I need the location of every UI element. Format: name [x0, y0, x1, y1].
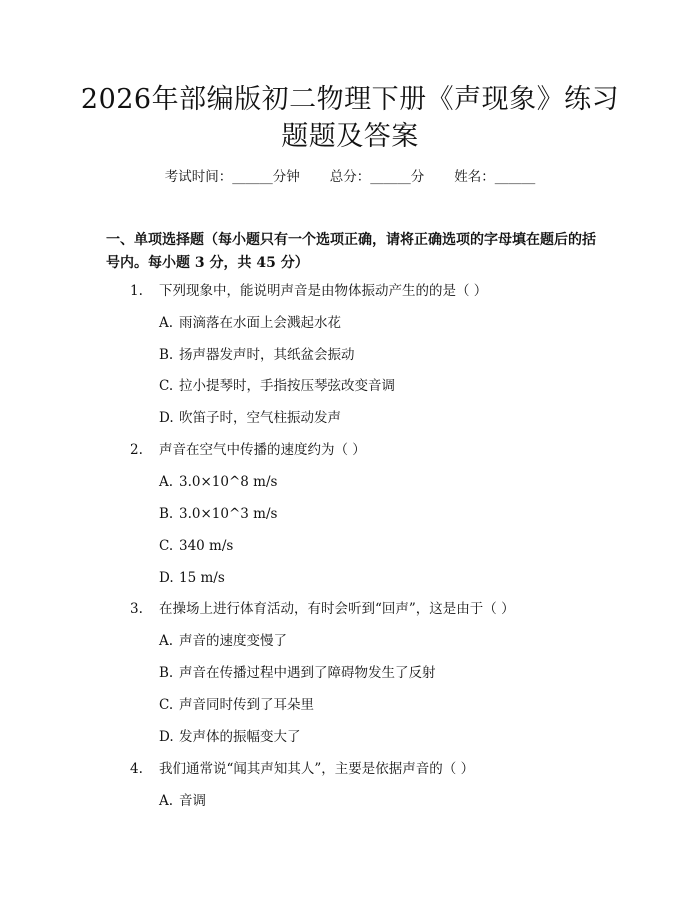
question-number: 2.: [130, 442, 143, 458]
option-text: 340 m/s: [179, 538, 234, 554]
question-2-option-a: [159, 472, 277, 492]
option-label: C.: [159, 378, 174, 394]
option-label: A.: [159, 474, 174, 490]
question-text: 声音在空气中传播的速度约为（ ）: [159, 442, 366, 458]
total-score-field: 总分：______分: [329, 169, 425, 185]
option-text: 声音同时传到了耳朵里: [179, 697, 314, 713]
question-3-option-d: [159, 727, 301, 747]
question-number: 1.: [130, 283, 143, 299]
option-label: B.: [159, 506, 174, 522]
section-1-heading-line-1: 一、单项选择题（每小题只有一个选项正确，请将正确选项的字母填在题后的括: [106, 232, 596, 248]
option-text: 雨滴落在水面上会溅起水花: [179, 315, 341, 331]
option-label: D.: [159, 570, 174, 586]
question-3-option-b: [159, 663, 436, 683]
question-1-option-c: [159, 376, 395, 396]
question-number: 4.: [130, 761, 143, 777]
question-text: 下列现象中，能说明声音是由物体振动产生的的是（ ）: [159, 283, 488, 299]
option-text: 吹笛子时，空气柱振动发声: [179, 410, 341, 426]
option-label: B.: [159, 665, 174, 681]
option-label: D.: [159, 410, 174, 426]
option-text: 发声体的振幅变大了: [179, 729, 301, 745]
student-name-field: 姓名：______: [454, 169, 536, 185]
question-3-option-a: [159, 631, 287, 651]
question-number: 3.: [130, 601, 143, 617]
option-text: 音调: [179, 793, 206, 809]
question-1-option-b: [159, 345, 355, 365]
exam-time-field: 考试时间：______分钟: [164, 169, 300, 185]
section-1-heading-line-2: 号内。每小题 3 分，共 45 分）: [106, 255, 309, 271]
question-text: 在操场上进行体育活动，有时会听到“回声”，这是由于（ ）: [159, 601, 515, 617]
option-label: A.: [159, 315, 174, 331]
option-text: 声音的速度变慢了: [179, 633, 287, 649]
option-label: B.: [159, 347, 174, 363]
option-text: 扬声器发声时，其纸盆会振动: [179, 347, 355, 363]
question-4-option-a: [159, 791, 206, 811]
option-label: C.: [159, 538, 174, 554]
option-text: 15 m/s: [179, 570, 225, 586]
option-text: 3.0×10^8 m/s: [179, 474, 278, 490]
question-2-option-c: [159, 536, 233, 556]
document-title-line-2: 题题及答案: [281, 121, 419, 152]
option-label: C.: [159, 697, 174, 713]
question-1-option-a: [159, 313, 341, 333]
question-2-option-b: [159, 504, 277, 524]
question-1-option-d: [159, 408, 341, 428]
question-2-option-d: [159, 568, 225, 588]
document-title-line-1: 2026年部编版初二物理下册《声现象》练习: [80, 84, 620, 115]
question-3-option-c: [159, 695, 314, 715]
option-text: 3.0×10^3 m/s: [179, 506, 278, 522]
option-text: 拉小提琴时，手指按压琴弦改变音调: [179, 378, 395, 394]
option-text: 声音在传播过程中遇到了障碍物发生了反射: [179, 665, 436, 681]
option-label: A.: [159, 793, 174, 809]
exam-meta-row: [0, 167, 700, 187]
question-text: 我们通常说“闻其声知其人”，主要是依据声音的（ ）: [159, 761, 475, 777]
option-label: D.: [159, 729, 174, 745]
option-label: A.: [159, 633, 174, 649]
